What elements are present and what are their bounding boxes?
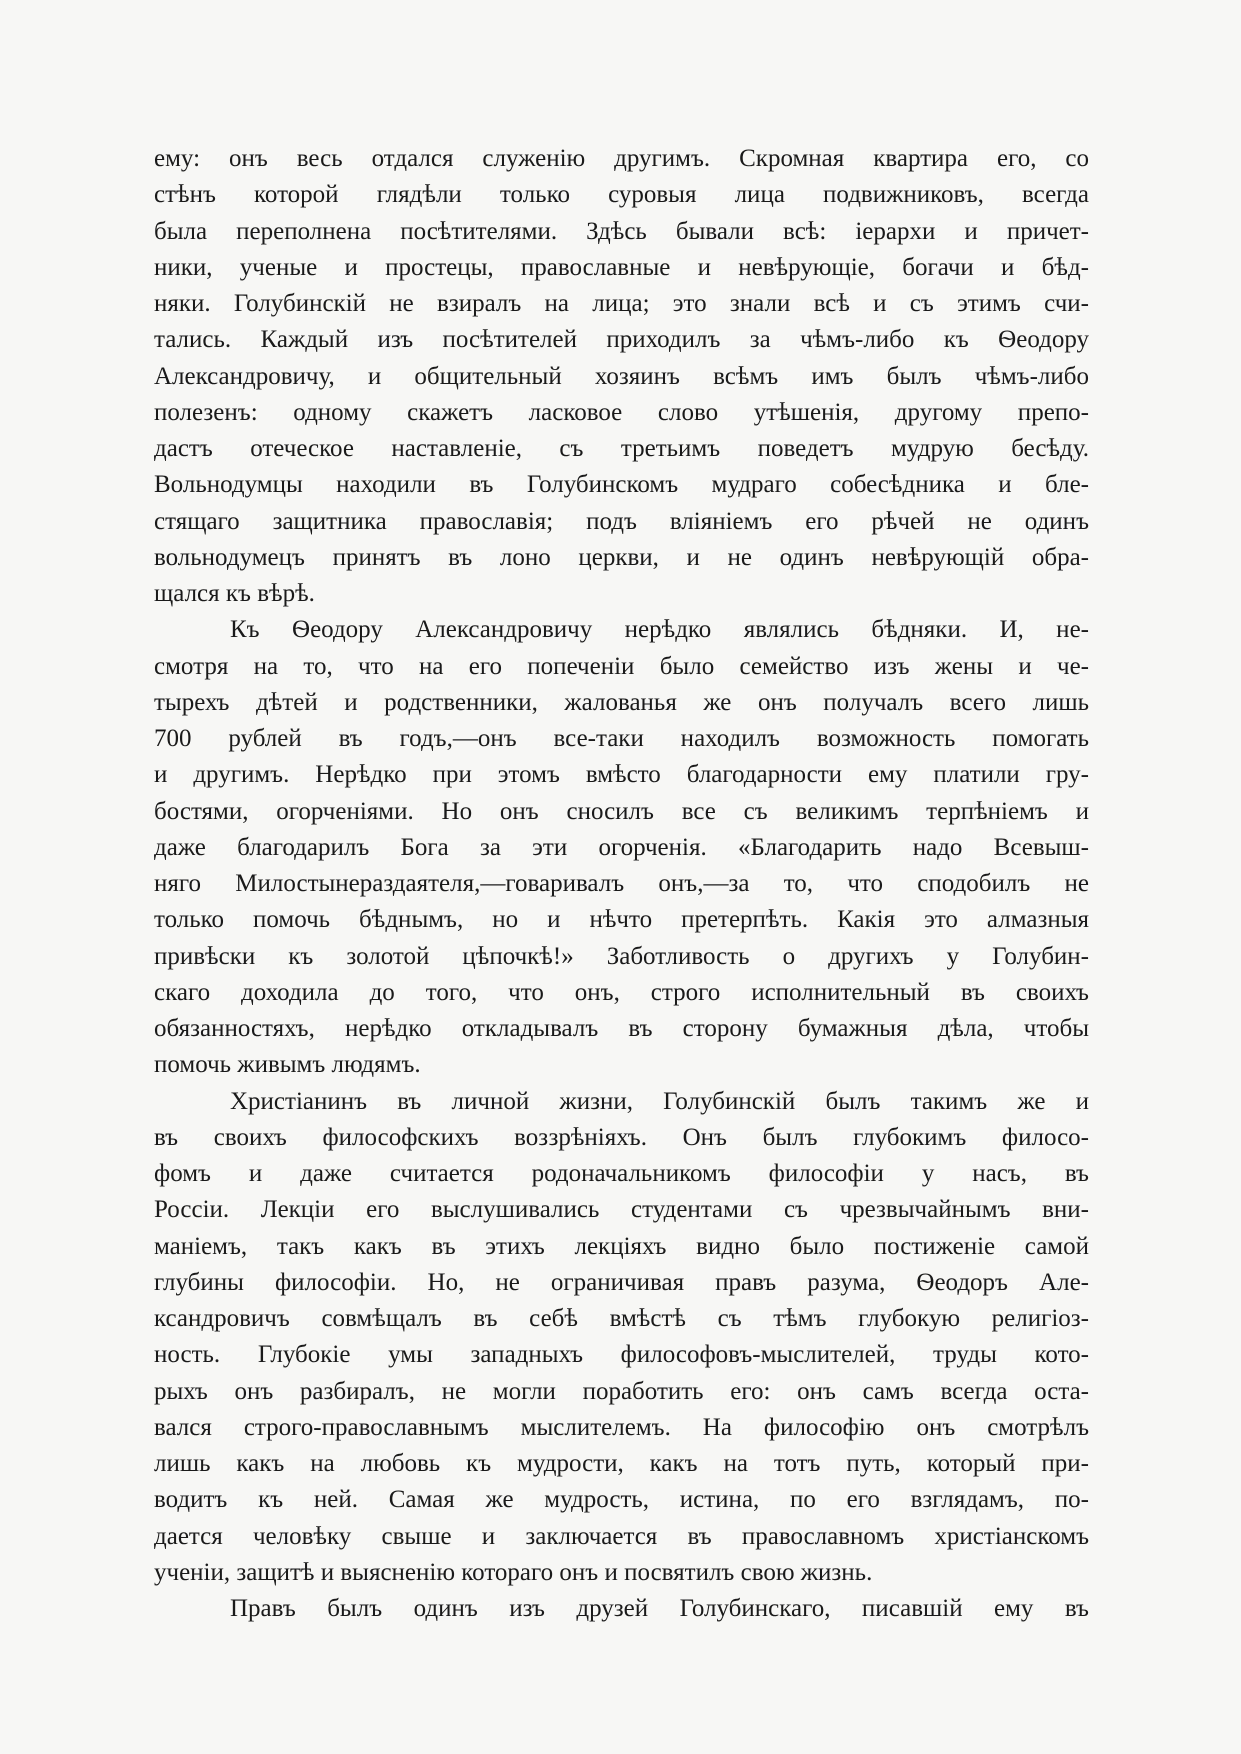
text-line: фомъ и даже считается родоначальникомъ философіи у насъ, въ [154, 1160, 1089, 1187]
text-line: Россіи. Лекціи его выслушивались студентами съ чрезвычайнымъ вни- [154, 1196, 1089, 1224]
text-line: обязанностяхъ, нерѣдко откладывалъ въ сторону бумажныя дѣла, чтобы [154, 1015, 1089, 1042]
text-line: 700 рублей въ годъ,—онъ все-таки находилъ возможность помогать [154, 725, 1089, 752]
text-line: помочь живымъ людямъ. [154, 1051, 421, 1079]
text-line: ученіи, защитѣ и выясненію котораго онъ и посвятилъ свою жизнь. [154, 1558, 873, 1586]
text-line: дастъ отеческое наставленіе, съ третьимъ поведетъ мудрую бесѣду. [154, 435, 1089, 462]
text-line: даже благодарилъ Бога за эти огорченія. «Благодарить надо Всевыш- [154, 833, 1089, 861]
text-line: полезенъ: одному скажетъ ласковое слово утѣшенія, другому препо- [154, 398, 1089, 426]
text-line: ксандровичъ совмѣщалъ въ себѣ вмѣстѣ съ тѣмъ глубокую религіоз- [154, 1305, 1089, 1332]
text-line: Къ Ѳеодору Александровичу нерѣдко являлись бѣдняки. И, не- [230, 616, 1089, 644]
paragraph [154, 1084, 1089, 1592]
text-line: дается человѣку свыше и заключается въ православномъ христіанскомъ [154, 1522, 1089, 1550]
text-line: только помочь бѣднымъ, но и нѣчто претерпѣть. Какія это алмазныя [154, 906, 1089, 934]
text-line: стѣнъ которой глядѣли только суровыя лица подвижниковъ, всегда [154, 181, 1089, 209]
body-text [154, 141, 1089, 1627]
text-line: вался строго-православнымъ мыслителемъ. На философію онъ смотрѣлъ [154, 1413, 1089, 1441]
text-line: въ своихъ философскихъ воззрѣніяхъ. Онъ былъ глубокимъ филосо- [154, 1123, 1089, 1151]
text-line: ность. Глубокіе умы западныхъ философовъ-мыслителей, труды кото- [154, 1341, 1089, 1369]
text-line: и другимъ. Нерѣдко при этомъ вмѣсто благодарности ему платили гру- [154, 761, 1089, 789]
text-line: тырехъ дѣтей и родственники, жалованья же онъ получалъ всего лишь [154, 688, 1089, 716]
text-line: глубины философіи. Но, не ограничивая правъ разума, Ѳеодоръ Але- [154, 1268, 1089, 1296]
text-line: Вольнодумцы находили въ Голубинскомъ мудраго собесѣдника и бле- [154, 471, 1089, 499]
text-line: няки. Голубинскій не взиралъ на лица; это знали всѣ и съ этимъ счи- [154, 290, 1089, 317]
paragraph [154, 612, 1089, 1083]
text-line: ему: онъ весь отдался служенію другимъ. Скромная квартира его, со [154, 145, 1089, 172]
text-line: была переполнена посѣтителями. Здѣсь бывали всѣ: іерархи и причет- [154, 217, 1089, 245]
text-line: Александровичу, и общительный хозяинъ всѣмъ имъ былъ чѣмъ-либо [154, 362, 1089, 390]
paragraph [154, 1591, 1089, 1627]
text-line: рыхъ онъ разбиралъ, не могли поработить его: онъ самъ всегда оста- [154, 1377, 1089, 1405]
text-line: Христіанинъ въ личной жизни, Голубинскій былъ такимъ же и [230, 1087, 1089, 1115]
text-line: вольнодумецъ принятъ въ лоно церкви, и не одинъ невѣрующій обра- [154, 543, 1089, 571]
text-line: ники, ученые и простецы, православные и невѣрующіе, богачи и бѣд- [154, 253, 1089, 281]
text-line: Правъ былъ одинъ изъ друзей Голубинскаго, писавшій ему въ [230, 1595, 1089, 1622]
text-line: щался къ вѣрѣ. [154, 580, 315, 607]
text-line: маніемъ, такъ какъ въ этихъ лекціяхъ видно было постиженіе самой [154, 1232, 1089, 1260]
text-line: няго Милостынераздаятеля,—говаривалъ онъ,—за то, что сподобилъ не [154, 870, 1089, 897]
paragraph [154, 141, 1089, 612]
text-line: привѣски къ золотой цѣпочкѣ!» Заботливость о другихъ у Голубин- [154, 942, 1089, 970]
text-line: смотря на то, что на его попеченіи было семейство изъ жены и че- [154, 652, 1089, 680]
text-line: лишь какъ на любовь къ мудрости, какъ на тотъ путь, который при- [154, 1450, 1089, 1477]
text-line: водитъ къ ней. Самая же мудрость, истина, по его взглядамъ, по- [154, 1486, 1089, 1514]
text-line: тались. Каждый изъ посѣтителей приходилъ за чѣмъ-либо къ Ѳеодору [154, 326, 1089, 354]
text-line: стящаго защитника православія; подъ вліяніемъ его рѣчей не одинъ [154, 507, 1089, 535]
text-line: скаго доходила до того, что онъ, строго исполнительный въ своихъ [154, 978, 1089, 1006]
text-line: бостями, огорченіями. Но онъ сносилъ все съ великимъ терпѣніемъ и [154, 797, 1089, 825]
